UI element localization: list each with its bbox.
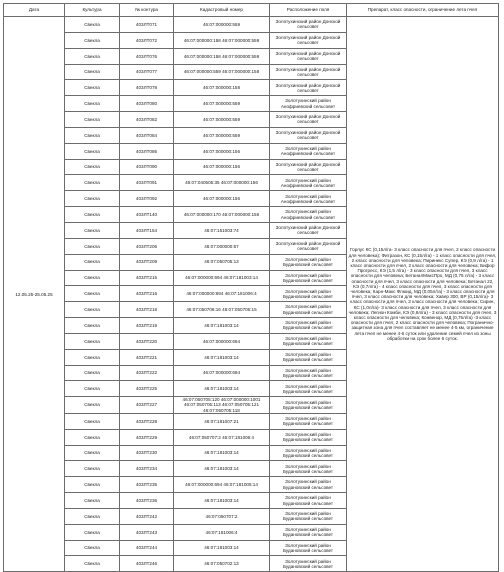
location-cell: Золотухинский район Донской сельсовет [270, 48, 347, 64]
location-cell: Золотухинский район Анофриевский сельсовет [270, 143, 347, 159]
location-cell: Золотухинский район Будановский сельсовет [270, 524, 347, 540]
crop-cell: Свекла [65, 254, 120, 270]
crop-cell: Свекла [65, 17, 120, 33]
cadastre-cell: 46:07:181006:4 [174, 524, 270, 540]
location-cell: Золотухинский район Будановский сельсовет [270, 493, 347, 509]
location-cell: Золотухинский район Донской сельсовет [270, 222, 347, 238]
crop-cell: Свекла [65, 222, 120, 238]
header-crop: Культура [65, 4, 120, 17]
table-body [4, 17, 499, 572]
crop-cell: Свекла [65, 429, 120, 445]
cadastre-cell: 46:07:000000:156 [174, 191, 270, 207]
cadastre-cell: 46:07:050702:13 [174, 556, 270, 572]
location-cell: Золотухинский район Будановский сельсовет [270, 286, 347, 302]
location-cell: Золотухинский район Анофриевский сельсовет [270, 175, 347, 191]
cadastre-cell: 46:07:000000:158 46:07:000000:559 [174, 32, 270, 48]
location-cell: Золотухинский район Будановский сельсовет [270, 302, 347, 318]
cadastre-cell: 46:07:050707:2 [174, 508, 270, 524]
cadastre-cell: 46:07:000000:694 [174, 365, 270, 381]
contour-cell: 403ЛТ228 [120, 413, 174, 429]
contour-cell: 403ЛТ234 [120, 461, 174, 477]
crop-cell: Свекла [65, 286, 120, 302]
contour-cell: 403ЛТ071 [120, 17, 174, 33]
crop-cell: Свекла [65, 540, 120, 556]
location-cell: Золотухинский район Донской сельсовет [270, 127, 347, 143]
crop-cell: Свекла [65, 302, 120, 318]
cadastre-cell: 46:07:000000:559 [174, 127, 270, 143]
location-cell: Золотухинский район Будановский сельсовет [270, 540, 347, 556]
location-cell: Золотухинский район Будановский сельсовет [270, 429, 347, 445]
crop-cell: Свекла [65, 175, 120, 191]
contour-cell: 403ЛТ229 [120, 429, 174, 445]
location-cell: Золотухинский район Донской сельсовет [270, 17, 347, 33]
crop-cell: Свекла [65, 508, 120, 524]
contour-cell: 403ЛТ080 [120, 96, 174, 112]
contour-cell: 403ЛТ086 [120, 143, 174, 159]
contour-cell: 403ЛТ221 [120, 349, 174, 365]
contour-cell: 403ЛТ076 [120, 48, 174, 64]
location-cell: Золотухинский район Анофриевский сельсовет [270, 191, 347, 207]
location-cell: Золотухинский район Будановский сельсовет [270, 333, 347, 349]
cadastre-cell: 46:07:050705:13 [174, 254, 270, 270]
crop-cell: Свекла [65, 80, 120, 96]
cadastre-cell: 46:07:181003:14 [174, 540, 270, 556]
location-cell: Золотухинский район Будановский сельсовет [270, 349, 347, 365]
location-cell: Золотухинский район Будановский сельсовет [270, 270, 347, 286]
contour-cell: 403ЛТ077 [120, 64, 174, 80]
contour-cell: 403ЛТ092 [120, 191, 174, 207]
crop-cell: Свекла [65, 381, 120, 397]
crop-cell: Свекла [65, 333, 120, 349]
contour-cell: 403ЛТ082 [120, 112, 174, 128]
cadastre-cell: 46:07:181003:14 [174, 381, 270, 397]
contour-cell: 403ЛТ209 [120, 254, 174, 270]
contour-cell: 403ЛТ078 [120, 80, 174, 96]
location-cell: Золотухинский район Будановский сельсовет [270, 508, 347, 524]
cadastre-cell: 46:07:151003:74 [174, 222, 270, 238]
crop-cell: Свекла [65, 461, 120, 477]
cadastre-cell: 46:07:000000:694 46:07:181006:4 [174, 286, 270, 302]
cadastre-cell: 46:07:000000:694 46:07:181003:14 [174, 270, 270, 286]
contour-cell: 403ЛТ244 [120, 540, 174, 556]
crop-cell: Свекла [65, 445, 120, 461]
cadastre-cell: 46:07:181003:14 [174, 461, 270, 477]
cadastre-cell: 46:07:181003:14 [174, 318, 270, 334]
location-cell: Золотухинский район Анофриевский сельсовет [270, 207, 347, 223]
cadastre-cell: 46:07:000000:170 46:07:000000:156 [174, 207, 270, 223]
cadastre-cell: 46:07:000000:156 [174, 143, 270, 159]
crop-cell: Свекла [65, 64, 120, 80]
crop-cell: Свекла [65, 477, 120, 493]
location-cell: Золотухинский район Будановский сельсовет [270, 254, 347, 270]
location-cell: Золотухинский район Анофриевский сельсовет [270, 96, 347, 112]
header-notes: Препарат, класс опасности, ограничение лета пчел [347, 4, 499, 17]
date-cell: 12.05.25-25.05.25 [4, 17, 65, 572]
contour-cell: 403ЛТ216 [120, 286, 174, 302]
location-cell: Золотухинский район Донской сельсовет [270, 238, 347, 254]
location-cell: Золотухинский район Будановский сельсовет [270, 445, 347, 461]
contour-cell: 403ЛТ236 [120, 493, 174, 509]
cadastre-cell: 46:07:000000:694 [174, 333, 270, 349]
cadastre-cell: 46:07:000000:67 [174, 238, 270, 254]
cadastre-cell: 46:07:000000:156 [174, 159, 270, 175]
cadastre-cell: 46:07:000000:559 46:07:000000:158 [174, 64, 270, 80]
contour-cell: 403ЛТ225 [120, 381, 174, 397]
cadastre-cell: 46:07:181003:14 [174, 493, 270, 509]
crop-cell: Свекла [65, 112, 120, 128]
location-cell: Золотухинский район Донской сельсовет [270, 32, 347, 48]
location-cell: Золотухинский район Будановский сельсовет [270, 413, 347, 429]
crop-cell: Свекла [65, 127, 120, 143]
contour-cell: 403ЛТ222 [120, 365, 174, 381]
location-cell: Золотухинский район Будановский сельсовет [270, 381, 347, 397]
location-cell: Золотухинский район Будановский сельсовет [270, 461, 347, 477]
cadastre-cell: 46:07:000000:694 46:07:181005:14 [174, 477, 270, 493]
crop-cell: Свекла [65, 32, 120, 48]
location-cell: Золотухинский район Донской сельсовет [270, 159, 347, 175]
cadastre-cell: 46:07:050706:16 46:07:050706:15 [174, 302, 270, 318]
cadastre-cell: 46:07:050707:2 46:07:181006:4 [174, 429, 270, 445]
contour-cell: 403ЛТ230 [120, 445, 174, 461]
crop-cell: Свекла [65, 48, 120, 64]
crop-cell: Свекла [65, 191, 120, 207]
contour-cell: 403ЛТ219 [120, 318, 174, 334]
crop-cell: Свекла [65, 270, 120, 286]
location-cell: Золотухинский район Будановский сельсовет [270, 397, 347, 414]
table-row [4, 17, 499, 33]
contour-cell: 403ЛТ246 [120, 556, 174, 572]
crop-cell: Свекла [65, 413, 120, 429]
cadastre-cell: 46:07:000000:158 [174, 80, 270, 96]
header-contour: № контура [120, 4, 174, 17]
cadastre-cell: 46:07:000000:559 [174, 17, 270, 33]
location-cell: Золотухинский район Будановский сельсовет [270, 477, 347, 493]
contour-cell: 403ЛТ091 [120, 175, 174, 191]
contour-cell: 403ЛТ154 [120, 222, 174, 238]
crop-cell: Свекла [65, 143, 120, 159]
contour-cell: 403ЛТ140 [120, 207, 174, 223]
table-header-row [4, 4, 499, 17]
header-date: Дата [4, 4, 65, 17]
crop-cell: Свекла [65, 556, 120, 572]
crop-cell: Свекла [65, 365, 120, 381]
contour-cell: 403ЛТ243 [120, 524, 174, 540]
crop-cell: Свекла [65, 96, 120, 112]
cadastre-cell: 46:07:181003:14 [174, 445, 270, 461]
header-location: Расположение поля [270, 4, 347, 17]
contour-cell: 403ЛТ227 [120, 397, 174, 414]
cadastre-cell: 46:07:000000:559 [174, 112, 270, 128]
cadastre-cell: 46:07:000000:158 46:07:000000:559 [174, 48, 270, 64]
pesticide-notes-cell: Горлус КС (0,15л/га- 3 класс опасности для пчел, 2 класс опасности для человека); Фитразон, КС (0,15л/га) - 1 класс опасности для пчел, 2 класс опасности для человека; Пиринекс Супер, КЭ (0,9 л/га) - 1 класс опасности для пчел, 2 класс опасности для человека; Бифор Прогресс, КЭ (1,5 л/га) - 3 класс опасности для пчел, 3 класс опасности для человека; БетаналМаксПро, МД (0,75 л/га) - 3 класс опасности для пчел, 3 класс опасности для человека; Бетанал 22, КЭ (0,7л/га) - 4 класс опасности для пчел, 3 класс опасности для человека; Карн-Макс Флюид, МД (0,05л/га) - 3 класс опасности для пчел, 3 класс опасности для человека; Хавер 300, ВР (0,15л/га)- 3 класс опасности для пчел, 3 класс опасности для человека; Сирин, КС (1,0л/га)- 3 класс опасности для пчел, 3 класс опасности для человека; Легион Комби, КЭ (0,6л/га) - 3 класс опасности для пчел, 3 класс опасности для человека; Конвенор, МД (0,75л/га) -3 класс опасности для пчел, 2 класс опасности для человека; Погранично-защитная зона для пчел составляет не менее 4-5 км, ограничение лета пчел не менее 4-6 суток или удаление семей пчел из зоны обработки на срок более 6 суток. [347, 17, 499, 572]
contour-cell: 403ЛТ218 [120, 302, 174, 318]
crop-cell: Свекла [65, 397, 120, 414]
location-cell: Золотухинский район Будановский сельсовет [270, 365, 347, 381]
cadastre-cell: 46:07:181003:14 [174, 349, 270, 365]
crop-cell: Свекла [65, 349, 120, 365]
crop-cell: Свекла [65, 207, 120, 223]
spraying-schedule-table [3, 3, 499, 572]
crop-cell: Свекла [65, 238, 120, 254]
cadastre-cell: 46:07:040505:35 46:07:000000:156 [174, 175, 270, 191]
cadastre-cell: 46:07:181007:21 [174, 413, 270, 429]
crop-cell: Свекла [65, 318, 120, 334]
location-cell: Золотухинский район Будановский сельсовет [270, 556, 347, 572]
header-cadastre: Кадастровый номер [174, 4, 270, 17]
location-cell: Золотухинский район Донской сельсовет [270, 80, 347, 96]
crop-cell: Свекла [65, 493, 120, 509]
contour-cell: 403ЛТ235 [120, 477, 174, 493]
contour-cell: 403ЛТ242 [120, 508, 174, 524]
crop-cell: Свекла [65, 159, 120, 175]
contour-cell: 403ЛТ206 [120, 238, 174, 254]
contour-cell: 403ЛТ072 [120, 32, 174, 48]
location-cell: Золотухинский район Донской сельсовет [270, 112, 347, 128]
cadastre-cell: 46:07:050705:120 46:07:000000:1001 46:07:050705:113 46:07:050705:121 46:07:050705:118 [174, 397, 270, 414]
crop-cell: Свекла [65, 524, 120, 540]
contour-cell: 403ЛТ084 [120, 127, 174, 143]
contour-cell: 403ЛТ090 [120, 159, 174, 175]
location-cell: Золотухинский район Донской сельсовет [270, 64, 347, 80]
contour-cell: 403ЛТ220 [120, 333, 174, 349]
location-cell: Золотухинский район Будановский сельсовет [270, 318, 347, 334]
contour-cell: 403ЛТ215 [120, 270, 174, 286]
cadastre-cell: 46:07:000000:559 [174, 96, 270, 112]
